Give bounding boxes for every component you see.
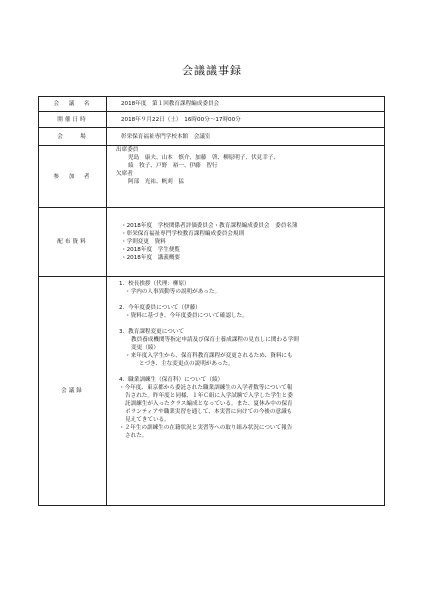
materials-list (107, 208, 385, 277)
section-3-bullet-cont: とづき、主な変更点の説明があった。 (139, 361, 234, 367)
present-heading: 出席委員 (116, 147, 139, 153)
minutes-label: 会議録 (39, 277, 107, 506)
section-1-title: 1．校長挨拶（代理：柳原） (119, 281, 190, 287)
section-4-bullet-2: ・ ２年生の訓練生の在籍状況と実習等への取り組み状況について報告 (119, 424, 384, 432)
meeting-name-label: 会 議 名 (39, 97, 107, 112)
datetime-value: 2018年９月22日（土） 16時00分〜17時00分 (107, 112, 385, 128)
row-minutes (39, 277, 385, 506)
section-2-title: 2．今年度委員について（伊藤） (119, 305, 201, 311)
section-2-bullet: ・ 資料に基づき、今年度委員について確認した。 (119, 312, 384, 320)
venue-value: 彰栄保育福祉専門学校本館 会議室 (107, 128, 385, 146)
section-4-bullet-1-cont: 見えてきている。 (125, 417, 170, 423)
absent-names: 阿部 光祐、帆刈 猛 (128, 179, 184, 185)
row-datetime (39, 112, 385, 128)
minutes-table (38, 96, 385, 506)
meeting-name-value: 2018年度 第１回教育課程編成委員会 (107, 97, 385, 112)
row-venue (39, 128, 385, 146)
attendees-label: 参 加 者 (39, 146, 107, 208)
material-item: ・ 2018年度 講義概要 (121, 254, 384, 262)
row-materials (39, 208, 385, 277)
section-1-bullet: ・ 学内の人事異動等の説明があった。 (119, 288, 384, 296)
section-4-title: 4．職業訓練生（保育科）について（綾） (119, 377, 224, 383)
materials-label: 配布資料 (39, 208, 107, 277)
section-3-bullet: ・ 来年度入学生から、保育科教育課程が変更されるため、資料にも (119, 352, 384, 360)
section-3-title: 3．教育課程変更について (119, 329, 184, 335)
material-item: ・ 彰栄保育福祉専門学校教育課程編成委員会規則 (121, 230, 384, 238)
row-attendees (39, 146, 385, 208)
section-4-bullet-1-cont: 告された。昨年度と同様、１年Ｃ組に入学試験で入学した学生と委 (125, 393, 293, 399)
section-3-topic-2: 変更（綾） (131, 345, 159, 351)
minutes-body (107, 277, 385, 506)
present-names-1: 児島 康夫、山本 慎介、加藤 啓、柳原明子、伏見幸子、 (128, 155, 280, 161)
page-title: 会議議事録 (182, 64, 242, 77)
material-item: ・ 2018年度 学生便覧 (121, 246, 384, 254)
datetime-label: 開催日時 (39, 112, 107, 128)
row-meeting-name (39, 97, 385, 112)
section-4-bullet-2-cont: された。 (125, 433, 148, 439)
present-names-2: 綾 牧子、戸野 裕一、伊藤 智行 (128, 163, 218, 169)
section-4-bullet-1-cont: ボランティアや職業実習を通して、本実習に向けての今後の意識も (125, 409, 293, 415)
section-4-bullet-1: ・ 今年度、東京都から委託された職業訓練生の入学者数等について報 (119, 384, 384, 392)
absent-heading: 欠席者 (116, 171, 133, 177)
attendees-value (107, 146, 385, 208)
section-3-topic-1: 教員養成機関等指定申請及び保育士養成課程の見直しに関わる学則 (131, 337, 299, 343)
material-item: ・ 2018年度 学校関係者評価委員会・教育課程編成委員会 委員名簿 (121, 222, 384, 230)
material-item: ・ 学則変更 資料 (121, 238, 384, 246)
section-4-bullet-1-cont: 託訓練生が入ったクラス編成となっている。また、夏休み中の保育 (125, 401, 293, 407)
venue-label: 会 場 (39, 128, 107, 146)
